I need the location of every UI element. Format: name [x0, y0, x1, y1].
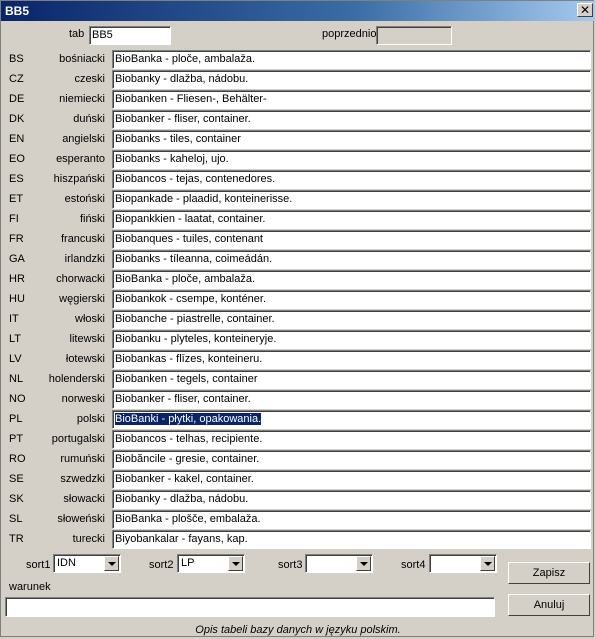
translation-input-hu[interactable]: Biobankok - csempe, konténer. — [112, 290, 591, 309]
sort2-select[interactable]: LP — [177, 554, 245, 573]
language-name: włoski — [75, 313, 105, 325]
translation-input-en[interactable]: Biobanks - tiles, container — [112, 130, 591, 149]
translation-input-de[interactable]: Biobanken - Fliesen-, Behälter- — [112, 90, 591, 109]
sort4-label: sort4 — [401, 559, 426, 571]
condition-label: warunek — [9, 581, 51, 593]
language-name: norweski — [61, 393, 105, 405]
title-bar — [1, 1, 595, 21]
translation-input-sk[interactable]: Biobanky - dlažba, nádobu. — [112, 490, 591, 509]
chevron-down-icon[interactable] — [480, 556, 495, 571]
language-code: LT — [9, 333, 22, 345]
translation-input-lt[interactable]: Biobanku - plyteles, konteineryje. — [112, 330, 591, 349]
language-name: węgierski — [59, 293, 105, 305]
chevron-down-icon[interactable] — [104, 556, 119, 571]
language-code: GA — [9, 253, 25, 265]
language-name: esperanto — [56, 153, 105, 165]
language-name: hiszpański — [53, 173, 105, 185]
language-code: PT — [9, 433, 24, 445]
language-name: słowacki — [63, 493, 105, 505]
language-code: EN — [9, 133, 25, 145]
language-name: łotewski — [65, 353, 105, 365]
language-name: duński — [73, 113, 105, 125]
sort1-select[interactable]: IDN — [53, 554, 121, 573]
language-name: niemiecki — [59, 93, 105, 105]
language-name: holenderski — [48, 373, 105, 385]
language-name: bośniacki — [59, 53, 105, 65]
language-code: CZ — [9, 73, 24, 85]
language-code: LV — [9, 353, 22, 365]
language-code: SK — [9, 493, 24, 505]
translation-input-eo[interactable]: Biobanks - kaheloj, ujo. — [112, 150, 591, 169]
sort3-select[interactable] — [305, 554, 373, 573]
sort1-label: sort1 — [26, 559, 51, 571]
translation-input-ro[interactable]: Biobăncile - gresie, container. — [112, 450, 591, 469]
language-code: NL — [9, 373, 24, 385]
translation-input-hr[interactable]: BioBanka - ploče, ambalaža. — [112, 270, 591, 289]
language-name: portugalski — [51, 433, 105, 445]
sort2-label: sort2 — [149, 559, 174, 571]
translation-input-no[interactable]: Biobanker - fliser, container. — [112, 390, 591, 409]
language-code: FI — [9, 213, 19, 225]
language-code: IT — [9, 313, 19, 325]
language-name: szwedzki — [60, 473, 105, 485]
language-code: NO — [9, 393, 26, 405]
language-name: francuski — [60, 233, 105, 245]
translation-input-tr[interactable]: Biyobankalar - fayans, kap. — [112, 530, 591, 549]
language-name: estoński — [64, 193, 105, 205]
translation-input-bs[interactable]: BioBanka - ploče, ambalaža. — [112, 50, 591, 69]
language-name: czeski — [74, 73, 105, 85]
language-code: BS — [9, 53, 24, 65]
translation-input-nl[interactable]: Biobanken - tegels, container — [112, 370, 591, 389]
sort4-select[interactable] — [429, 554, 497, 573]
translation-input-it[interactable]: Biobanche - piastrelle, container. — [112, 310, 591, 329]
tab-label: tab — [69, 28, 85, 40]
condition-input[interactable] — [5, 597, 495, 617]
translation-input-fi[interactable]: Biopankkien - laatat, container. — [112, 210, 591, 229]
translation-input-es[interactable]: Biobancos - tejas, contenedores. — [112, 170, 591, 189]
cancel-button[interactable]: Anuluj — [508, 594, 590, 616]
language-name: irlandzki — [64, 253, 105, 265]
translation-input-sl[interactable]: BioBanka - ploščе, embalaža. — [112, 510, 591, 529]
close-icon: ✕ — [579, 3, 591, 17]
language-code: DK — [9, 113, 25, 125]
previous-label: poprzednio — [322, 28, 377, 40]
language-code: HR — [9, 273, 25, 285]
language-code: FR — [9, 233, 24, 245]
language-code: EO — [9, 153, 25, 165]
translation-input-cz[interactable]: Biobanky - dlažba, nádobu. — [112, 70, 591, 89]
language-name: rumuński — [60, 453, 105, 465]
language-name: angielski — [62, 133, 105, 145]
language-code: SE — [9, 473, 24, 485]
language-name: chorwacki — [56, 273, 105, 285]
language-name: turecki — [72, 533, 105, 545]
language-code: ET — [9, 193, 24, 205]
language-code: TR — [9, 533, 24, 545]
translation-input-fr[interactable]: Biobanques - tuiles, contenant — [112, 230, 591, 249]
status-text: Opis tabeli bazy danych w języku polskim. — [195, 624, 401, 636]
language-code: DE — [9, 93, 25, 105]
translation-input-pl[interactable]: BioBanki - płytki, opakowania. — [112, 410, 591, 429]
language-code: SL — [9, 513, 23, 525]
language-code: ES — [9, 173, 24, 185]
chevron-down-icon[interactable] — [228, 556, 243, 571]
close-button[interactable] — [577, 3, 593, 17]
tab-input[interactable]: BB5 — [89, 26, 171, 45]
save-button[interactable]: Zapisz — [508, 562, 590, 584]
translation-input-pt[interactable]: Biobancos - telhas, recipiente. — [112, 430, 591, 449]
window-title: BB5 — [5, 4, 30, 18]
previous-input — [376, 26, 452, 45]
translation-input-se[interactable]: Biobanker - kakel, container. — [112, 470, 591, 489]
language-code: HU — [9, 293, 25, 305]
language-name: słoweński — [57, 513, 105, 525]
language-name: polski — [76, 413, 105, 425]
chevron-down-icon[interactable] — [356, 556, 371, 571]
translation-input-ga[interactable]: Biobanks - tíleanna, coimeádán. — [112, 250, 591, 269]
sort3-label: sort3 — [278, 559, 303, 571]
translation-input-dk[interactable]: Biobanker - fliser, container. — [112, 110, 591, 129]
language-name: fiński — [79, 213, 105, 225]
translation-input-lv[interactable]: Biobankas - flīzes, konteineru. — [112, 350, 591, 369]
language-code: RO — [9, 453, 26, 465]
language-code: PL — [9, 413, 23, 425]
translation-input-et[interactable]: Biopankade - plaadid, konteinerisse. — [112, 190, 591, 209]
language-name: litewski — [69, 333, 105, 345]
